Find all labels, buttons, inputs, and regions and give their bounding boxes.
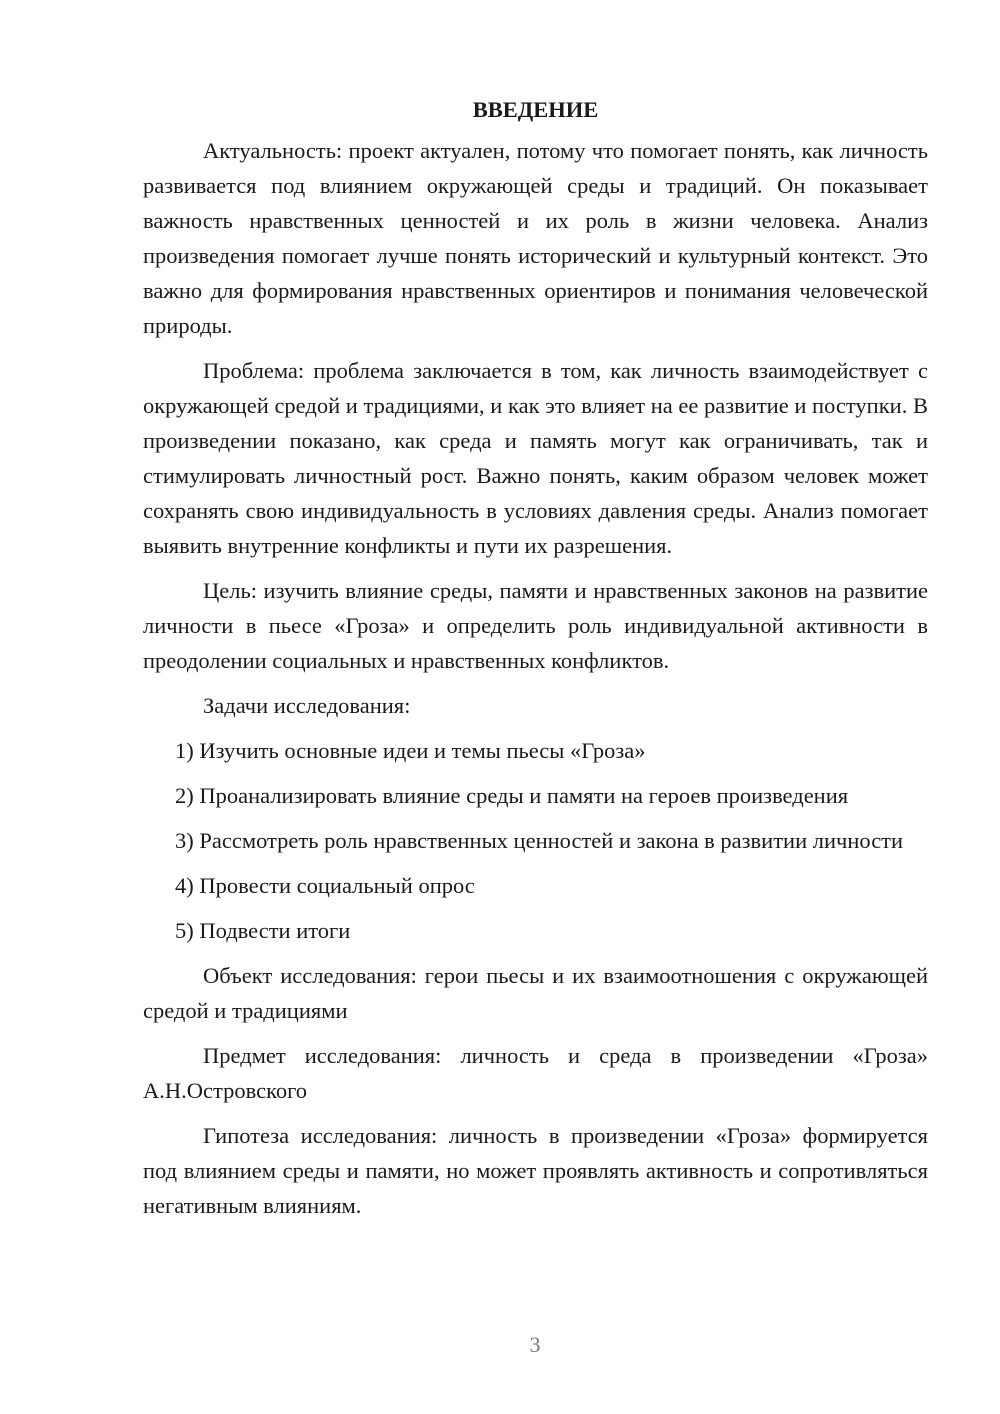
object-paragraph: Объект исследования: герои пьесы и их взаимоотношения с окружающей средой и традициями <box>143 963 928 1023</box>
tasks-list <box>143 733 928 948</box>
task-item: 2) Проанализировать влияние среды и памяти на героев произведения <box>175 783 849 808</box>
page-number: 3 <box>529 1332 541 1357</box>
task-item: 1) Изучить основные идеи и темы пьесы «Гроза» <box>175 738 646 763</box>
task-item: 3) Рассмотреть роль нравственных ценностей и закона в развитии личности <box>175 828 904 853</box>
document-body <box>143 92 928 1233</box>
task-item: 4) Провести социальный опрос <box>175 873 475 898</box>
goal-paragraph: Цель: изучить влияние среды, памяти и нравственных законов на развитие личности в пьесе «Гроза» и определить роль индивидуальной активности в преодолении социальных и нравственных конфликтов. <box>143 578 928 673</box>
section-title: ВВЕДЕНИЕ <box>472 97 599 122</box>
relevance-paragraph: Актуальность: проект актуален, потому что помогает понять, как личность развивается под влиянием окружающей среды и традиций. Он показывает важность нравственных ценностей и их роль в жизни человека. Анализ произведения помогает лучше понять исторический и культурный контекст. Это важно для формирования нравственных ориентиров и понимания человеческой природы. <box>143 138 928 338</box>
task-item: 5) Подвести итоги <box>175 918 351 943</box>
hypothesis-paragraph: Гипотеза исследования: личность в произведении «Гроза» формируется под влиянием среды и памяти, но может проявлять активность и сопротивляться негативным влияниям. <box>143 1123 928 1218</box>
tasks-heading: Задачи исследования: <box>203 693 411 718</box>
subject-paragraph: Предмет исследования: личность и среда в произведении «Гроза» А.Н.Островского <box>143 1043 928 1103</box>
problem-paragraph: Проблема: проблема заключается в том, как личность взаимодействует с окружающей средой и традициями, и как это влияет на ее развитие и поступки. В произведении показано, как среда и память могут как ограничивать, так и стимулировать личностный рост. Важно понять, каким образом человек может сохранять свою индивидуальность в условиях давления среды. Анализ помогает выявить внутренние конфликты и пути их разрешения. <box>143 358 928 558</box>
